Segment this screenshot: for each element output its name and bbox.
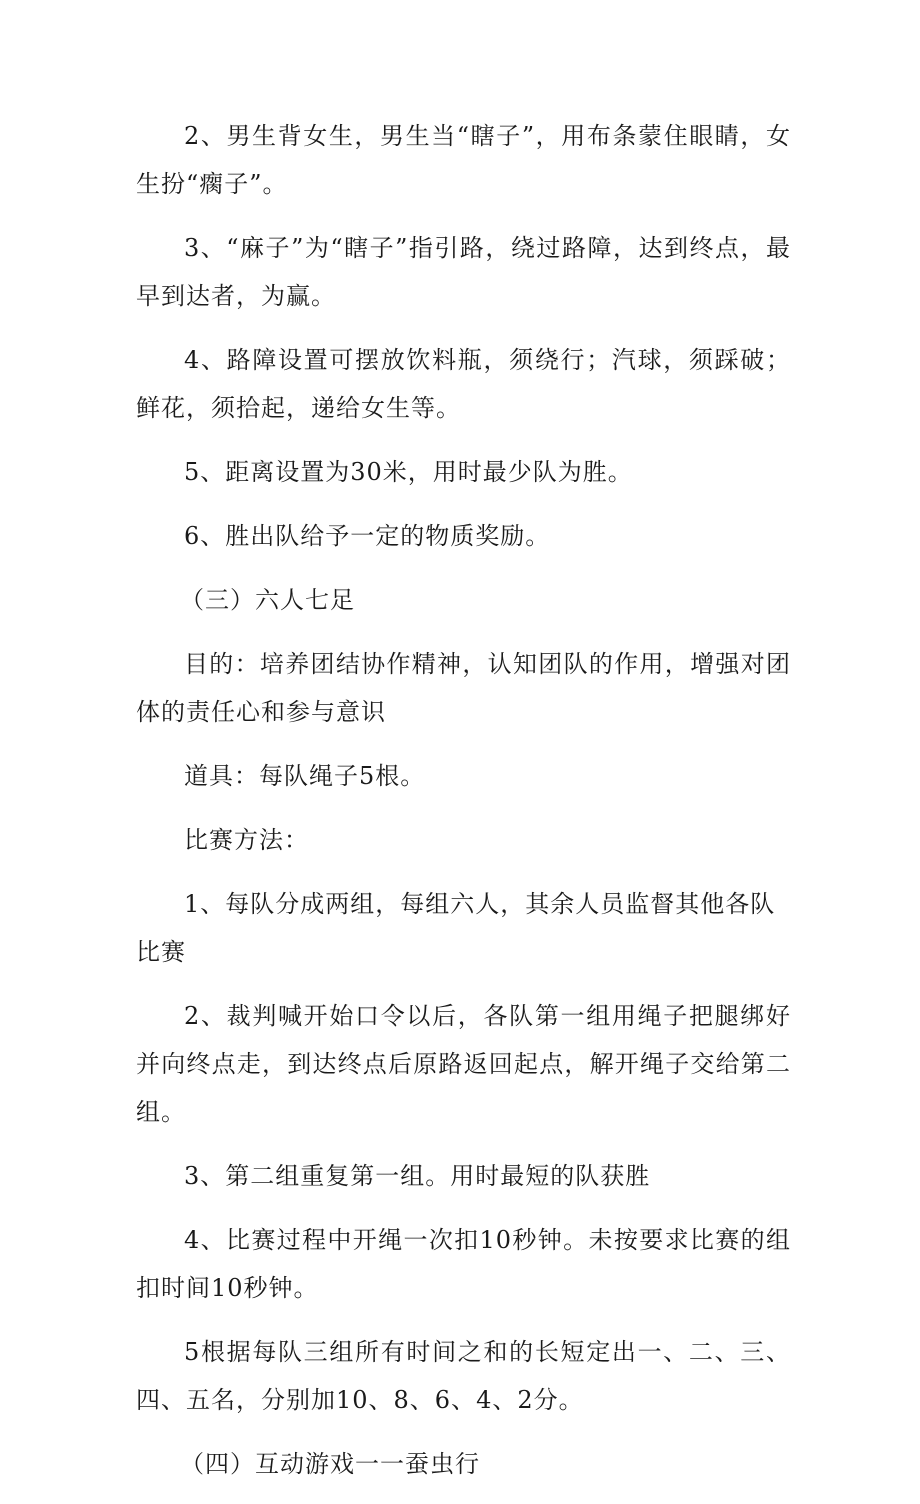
document-body (136, 112, 791, 1504)
paragraph-method-label: 比赛方法： (184, 826, 309, 854)
paragraph-method-1: 1、每队分成两组，每组六人，其余人员监督其他各队比赛 (136, 890, 776, 966)
paragraph-purpose: 目的：培养团结协作精神，认知团队的作用，增强对团体的责任心和参与意识 (136, 650, 791, 726)
paragraph-rule-2: 2、男生背女生，男生当“瞎子”，用布条蒙住眼睛，女生扮“瘸子”。 (136, 122, 791, 198)
paragraph-method-4: 4、比赛过程中开绳一次扣10秒钟。未按要求比赛的组扣时间10秒钟。 (136, 1226, 791, 1302)
section-heading-4: （四）互动游戏一一蚕虫行 (180, 1450, 480, 1478)
paragraph-method-2: 2、裁判喊开始口令以后，各队第一组用绳子把腿绑好并向终点走，到达终点后原路返回起点，解开绳子交给第二组。 (136, 1002, 791, 1126)
paragraph-method-5: 5根据每队三组所有时间之和的长短定出一、二、三、四、五名，分别加10、8、6、4、2分。 (136, 1338, 791, 1414)
section-heading-3: （三）六人七足 (180, 586, 355, 614)
paragraph-rule-6: 6、胜出队给予一定的物质奖励。 (184, 522, 551, 550)
paragraph-method-3: 3、第二组重复第一组。用时最短的队获胜 (184, 1162, 651, 1190)
paragraph-props: 道具：每队绳子5根。 (184, 762, 426, 790)
paragraph-rule-3: 3、“麻子”为“瞎子”指引路，绕过路障，达到终点，最早到达者，为赢。 (136, 234, 791, 310)
paragraph-rule-5: 5、距离设置为30米，用时最少队为胜。 (184, 458, 633, 486)
paragraph-rule-4: 4、路障设置可摆放饮料瓶，须绕行；汽球，须踩破；鲜花，须拾起，递给女生等。 (136, 346, 791, 422)
